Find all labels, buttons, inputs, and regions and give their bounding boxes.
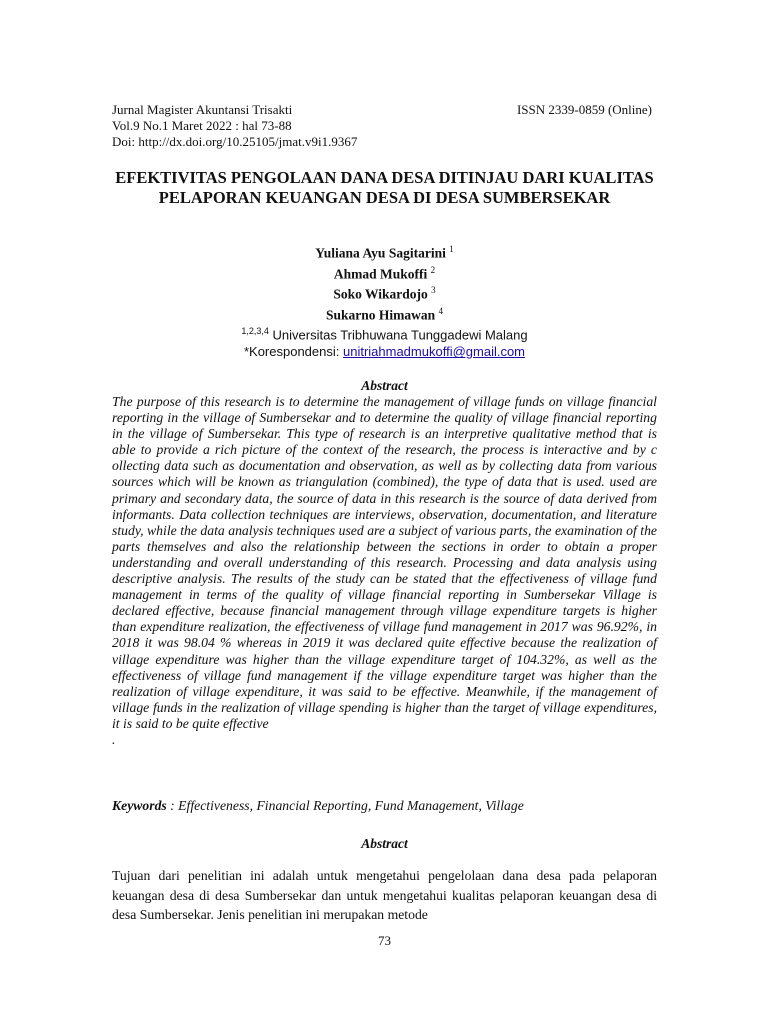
email-link[interactable]: unitriahmadmukoffi@gmail.com [342, 344, 526, 360]
page-header [112, 102, 652, 150]
abstract-heading-en: Abstract [361, 378, 408, 393]
correspondence: *Korespondensi: unitriahmadmukoffi@gmail.com [243, 344, 526, 360]
keywords: Keywords : Effectiveness, Financial Reporting, Fund Management, Village [112, 798, 524, 813]
paper-title: EFEKTIVITAS PENGOLAAN DANA DESA DITINJAU DARI KUALITAS PELAPORAN KEUANGAN DESA DI DESA SUMBERSEKAR [115, 168, 654, 207]
author-2: Ahmad Mukoffi $^2$ [333, 264, 436, 281]
author-1: Yuliana Ayu Sagitarini $^1$ [315, 244, 454, 261]
author-block [112, 241, 657, 360]
abstract-heading-id: Abstract [361, 836, 408, 851]
issn: ISSN 2339-0859 (Online) [516, 102, 652, 117]
page-number: 73 [378, 933, 391, 948]
volume-info: Vol.9 No.1 Maret 2022 : hal 73-88 [112, 118, 292, 133]
author-3: Soko Wikardojo $^3$ [333, 285, 436, 302]
affiliation: $^{1,2,3,4}$ Universitas Tribhuwana Tunggadewi Malang [241, 326, 528, 343]
abstract-body-en: The purpose of this research is to determine the management of village funds on village financial reporting in the village of Sumbersekar and to determine the quality of village financial reporting in the village of Sumbersekar. This type of research is an interpretive qualitative method that is able to provide a rich picture of the context of the research, the process is interactive and by c ollecting data such as documentation and observation, as well as by collecting data from various sources which will be known as triangulation (combined), the type of data that is used. used are primary and secondary data, the source of data in this research is the source of data derived from informants. Data collection techniques are interviews, observation, documentation, and literature study, while the data analysis techniques used are a subject of various parts, the examination of the parts themselves and also the relationship between the sections in order to obtain a proper understanding and overall understanding of this research. Processing and data analysis using descriptive analysis. The results of the study can be stated that the effectiveness of village fund management in terms of the quality of village financial reporting in Sumbersekar Village is declared effective, because financial management through village expenditure targets is higher than expenditure realization, the effectiveness of village fund management in 2017 was 96.92%, in 2018 it was 98.04 % whereas in 2019 it was declared quite effective because the realization of village expenditure was higher than the village expenditure target of 104.32%, as well as the effectiveness of village fund management if the village expenditure target was higher than the realization of village expenditure, it was said to be effective. Meanwhile, if the management of village funds in the realization of village spending is higher than the target of village expenditures, it is said to be quite effective . [112, 394, 657, 747]
doi-link[interactable]: Doi: http://dx.doi.org/10.25105/jmat.v9i1.9367 [112, 134, 358, 149]
journal-name: Jurnal Magister Akuntansi Trisakti [112, 102, 293, 117]
abstract-body-id: Tujuan dari penelitian ini adalah untuk mengetahui pengelolaan dana desa pada pelaporan keuangan desa di desa Sumbersekar dan untuk mengetahui kualitas pelaporan keuangan desa di desa Sumbersekar. Jenis penelitian ini merupakan metode [112, 868, 657, 922]
author-4: Sukarno Himawan $^4$ [325, 305, 444, 322]
